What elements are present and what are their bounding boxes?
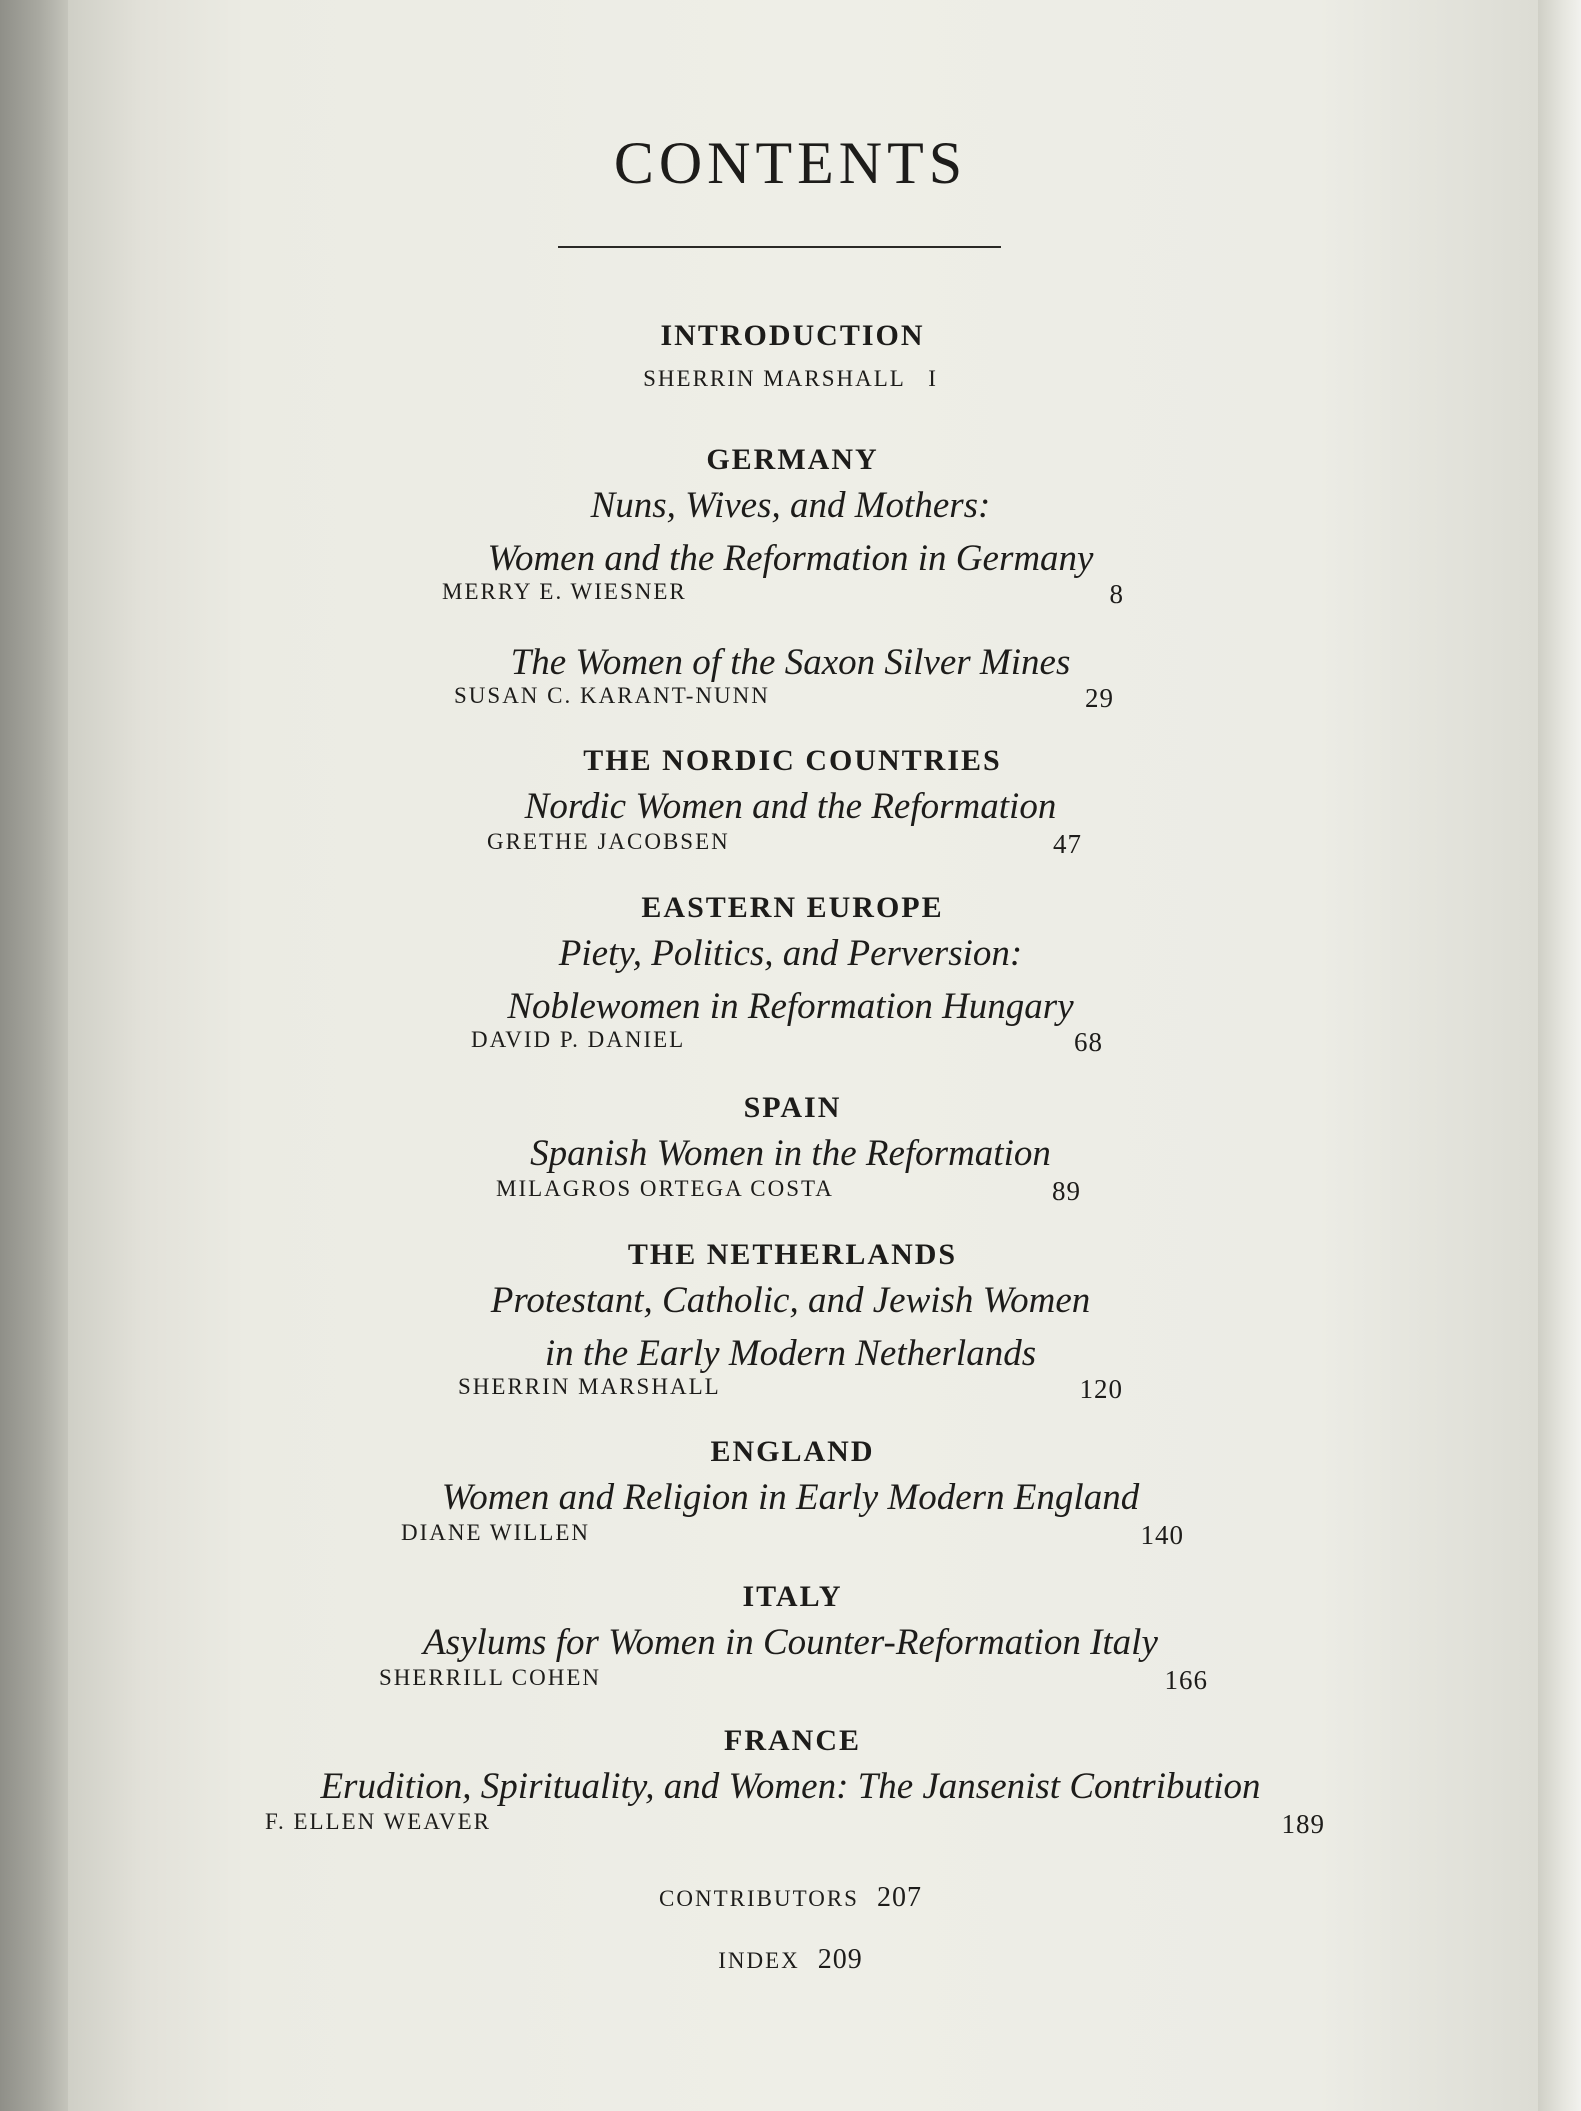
section-heading-introduction: INTRODUCTION: [660, 319, 925, 352]
toc-section-nordic: [0, 741, 1581, 863]
contributors-page-number: 207: [876, 1882, 922, 1913]
toc-section-england: [0, 1432, 1581, 1554]
essay-author: MILAGROS ORTEGA COSTA: [496, 1176, 834, 1201]
essay-title-line: Protestant, Catholic, and Jewish Women: [490, 1280, 1091, 1321]
essay-title-line: in the Early Modern Netherlands: [544, 1333, 1037, 1374]
essay-page-number: 68: [1074, 1027, 1103, 1057]
toc-introduction: [0, 316, 1581, 396]
essay-page-number: 8: [1109, 579, 1124, 609]
section-heading-netherlands: THE NETHERLANDS: [627, 1238, 958, 1271]
essay-byline: [0, 579, 1581, 613]
essay-author: SHERRILL COHEN: [379, 1665, 602, 1690]
essay-author: GRETHE JACOBSEN: [487, 829, 730, 854]
essay-author: SUSAN C. KARANT-NUNN: [454, 683, 770, 708]
title-divider: [558, 246, 1001, 248]
essay-author: DAVID P. DANIEL: [471, 1027, 686, 1052]
essay-author: F. ELLEN WEAVER: [265, 1809, 491, 1834]
essay-author: SHERRIN MARSHALL: [458, 1374, 721, 1399]
essay-page-number: 189: [1281, 1809, 1325, 1839]
contributors-label: CONTRIBUTORS: [659, 1886, 859, 1911]
essay-title-line: Nuns, Wives, and Mothers:: [590, 485, 991, 526]
essay-byline: [0, 1027, 1581, 1061]
toc-section-spain: [0, 1088, 1581, 1210]
essay-page-number: 166: [1164, 1665, 1208, 1695]
essay-byline: [0, 1665, 1581, 1699]
essay-byline: [0, 683, 1581, 717]
essay-title-line: Asylums for Women in Counter-Reformation Italy: [423, 1622, 1158, 1663]
section-heading-england: ENGLAND: [710, 1435, 875, 1468]
introduction-author-line: SHERRIN MARSHALL I: [643, 366, 938, 391]
essay-author: DIANE WILLEN: [401, 1520, 590, 1545]
essay-page-number: 140: [1140, 1520, 1184, 1550]
essay-title-line: Spanish Women in the Reformation: [530, 1133, 1051, 1174]
essay-author: MERRY E. WIESNER: [442, 579, 687, 604]
section-heading-italy: ITALY: [742, 1580, 843, 1613]
essay-title-line: Women and the Reformation in Germany: [487, 538, 1094, 579]
essay-title-line: Erudition, Spirituality, and Women: The Jansenist Contribution: [320, 1766, 1261, 1807]
section-heading-eastern-europe: EASTERN EUROPE: [641, 891, 944, 924]
section-heading-nordic: THE NORDIC COUNTRIES: [583, 744, 1002, 777]
section-heading-france: FRANCE: [724, 1724, 861, 1757]
toc-section-france: [0, 1721, 1581, 1843]
toc-section-eastern-europe: [0, 888, 1581, 1061]
essay-title-line: Noblewomen in Reformation Hungary: [507, 986, 1074, 1027]
essay-byline: [0, 1520, 1581, 1554]
essay-byline: [0, 1176, 1581, 1210]
essay-page-number: 29: [1085, 683, 1114, 713]
section-heading-germany: GERMANY: [706, 443, 879, 476]
essay-byline: [0, 1374, 1581, 1408]
section-heading-spain: SPAIN: [743, 1091, 842, 1124]
essay-title-line: Nordic Women and the Reformation: [524, 786, 1057, 827]
essay-title-line: Women and Religion in Early Modern England: [441, 1477, 1140, 1518]
essay-page-number: 120: [1079, 1374, 1123, 1404]
essay-title-line: The Women of the Saxon Silver Mines: [510, 642, 1071, 683]
essay-page-number: 47: [1053, 829, 1082, 859]
toc-contributors: [0, 1882, 1581, 1914]
essay-page-number: 89: [1052, 1176, 1081, 1206]
index-page-number: 209: [817, 1944, 863, 1975]
toc-section-germany: [0, 440, 1581, 717]
toc-section-italy: [0, 1577, 1581, 1699]
toc-index: [0, 1944, 1581, 1976]
toc-section-netherlands: [0, 1235, 1581, 1408]
essay-title-line: Piety, Politics, and Perversion:: [558, 933, 1023, 974]
essay-byline: [0, 829, 1581, 863]
page-title: CONTENTS: [613, 130, 968, 196]
essay-byline: [0, 1809, 1581, 1843]
index-label: INDEX: [718, 1948, 800, 1973]
